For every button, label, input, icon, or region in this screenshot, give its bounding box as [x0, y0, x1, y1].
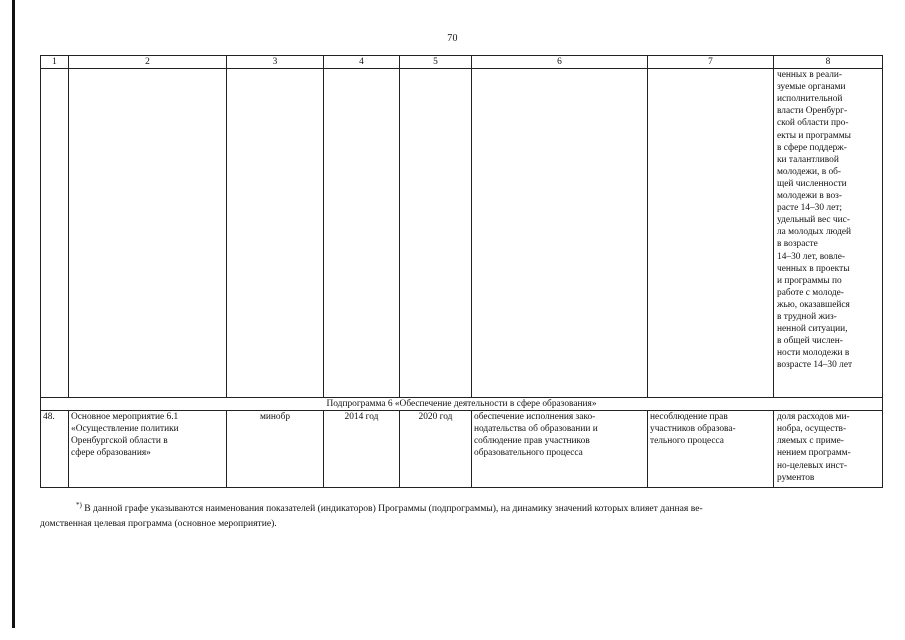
text-line: участников образова-	[650, 424, 736, 435]
text-line: ляемых с приме-	[777, 436, 844, 447]
footnote-marker: *)	[76, 501, 82, 509]
indicator-cell	[774, 411, 883, 488]
row-number: 48.	[41, 411, 69, 488]
footnote-line-1	[40, 498, 882, 517]
text-line: ченных в реали-	[777, 70, 843, 81]
empty-cell	[400, 69, 472, 398]
text-line: обеспечение исполнения зако-	[474, 412, 596, 423]
empty-cell	[227, 69, 324, 398]
text-line: молодежи, в об-	[777, 166, 842, 177]
table-row-48	[41, 411, 883, 488]
text-line: ской области про-	[777, 118, 849, 129]
text-line: исполнительной	[777, 94, 843, 105]
text-line: и программы по	[777, 275, 842, 286]
text-line: нодательства об образовании и	[474, 424, 598, 435]
text-line: 14–30 лет, вовле-	[777, 251, 846, 262]
measure-name-cell	[69, 411, 227, 488]
text-line: работе с молоде-	[777, 287, 844, 298]
subprogram-heading: Подпрограмма 6 «Обеспечение деятельности в сфере образования»	[41, 398, 883, 411]
text-line: жью, оказавшейся	[777, 299, 850, 310]
text-line: власти Оренбург-	[777, 106, 848, 117]
text-line: Основное мероприятие 6.1	[71, 412, 179, 423]
text-line: расте 14–30 лет;	[777, 203, 842, 214]
footnote-text: В данной графе указываются наименования показателей (индикаторов) Программы (подпрограммы), на динамику значений которых влияет данная ве-	[84, 503, 703, 515]
text-line: нением программ-	[777, 448, 851, 459]
text-line: в возрасте	[777, 239, 818, 250]
text-line: ла молодых людей	[777, 227, 852, 238]
consequences-cell	[648, 411, 774, 488]
text-line: образовательного процесса	[474, 448, 583, 459]
text-line: в трудной жиз-	[777, 311, 837, 322]
text-line: но-целевых инст-	[777, 460, 848, 471]
text-line: тельного процесса	[650, 436, 724, 447]
text-line: ненной ситуации,	[777, 324, 848, 335]
column-number: 6	[472, 56, 648, 69]
text-line: ченных в проекты	[777, 263, 850, 274]
column-number: 7	[648, 56, 774, 69]
text-line: зуемые органами	[777, 82, 846, 93]
indicator-continuation-cell	[774, 69, 883, 398]
text-line: ности молодежи в	[777, 348, 850, 359]
text-line: сфере образования»	[71, 448, 151, 459]
column-number-row	[41, 56, 883, 69]
empty-cell	[41, 69, 69, 398]
text-line: возрасте 14–30 лет	[777, 360, 853, 371]
column-number: 2	[69, 56, 227, 69]
text-line: Оренбургской области в	[71, 436, 168, 447]
continuation-row	[41, 69, 883, 398]
text-line: в общей числен-	[777, 336, 843, 347]
expected-result-cell	[472, 411, 648, 488]
footnote-line-2: домственная целевая программа (основное мероприятие).	[40, 517, 277, 529]
column-number: 4	[324, 56, 400, 69]
empty-cell	[324, 69, 400, 398]
text-line: «Осуществление политики	[71, 424, 179, 435]
column-number: 5	[400, 56, 472, 69]
executor-cell: минобр	[227, 411, 324, 488]
text-line: щей численности	[777, 178, 847, 189]
text-line: рументов	[777, 472, 815, 483]
start-year-cell: 2014 год	[324, 411, 400, 488]
text-line: соблюдение прав участников	[474, 436, 590, 447]
empty-cell	[648, 69, 774, 398]
program-table	[40, 55, 883, 488]
text-line: екты и программы	[777, 130, 851, 141]
column-number: 8	[774, 56, 883, 69]
text-line: удельный вес чис-	[777, 215, 850, 226]
scan-edge-bar	[12, 0, 15, 628]
text-line: доля расходов ми-	[777, 412, 850, 423]
text-line: несоблюдение прав	[650, 412, 728, 423]
footnote	[40, 498, 882, 531]
page-number: 70	[447, 33, 458, 44]
end-year-cell: 2020 год	[400, 411, 472, 488]
text-line: молодежи в воз-	[777, 191, 843, 202]
empty-cell	[69, 69, 227, 398]
subprogram-heading-row	[41, 398, 883, 411]
empty-cell	[472, 69, 648, 398]
text-line: в сфере поддерж-	[777, 142, 847, 153]
text-line: ки талантливой	[777, 154, 839, 165]
column-number: 1	[41, 56, 69, 69]
text-line: нобра, осуществ-	[777, 424, 847, 435]
column-number: 3	[227, 56, 324, 69]
